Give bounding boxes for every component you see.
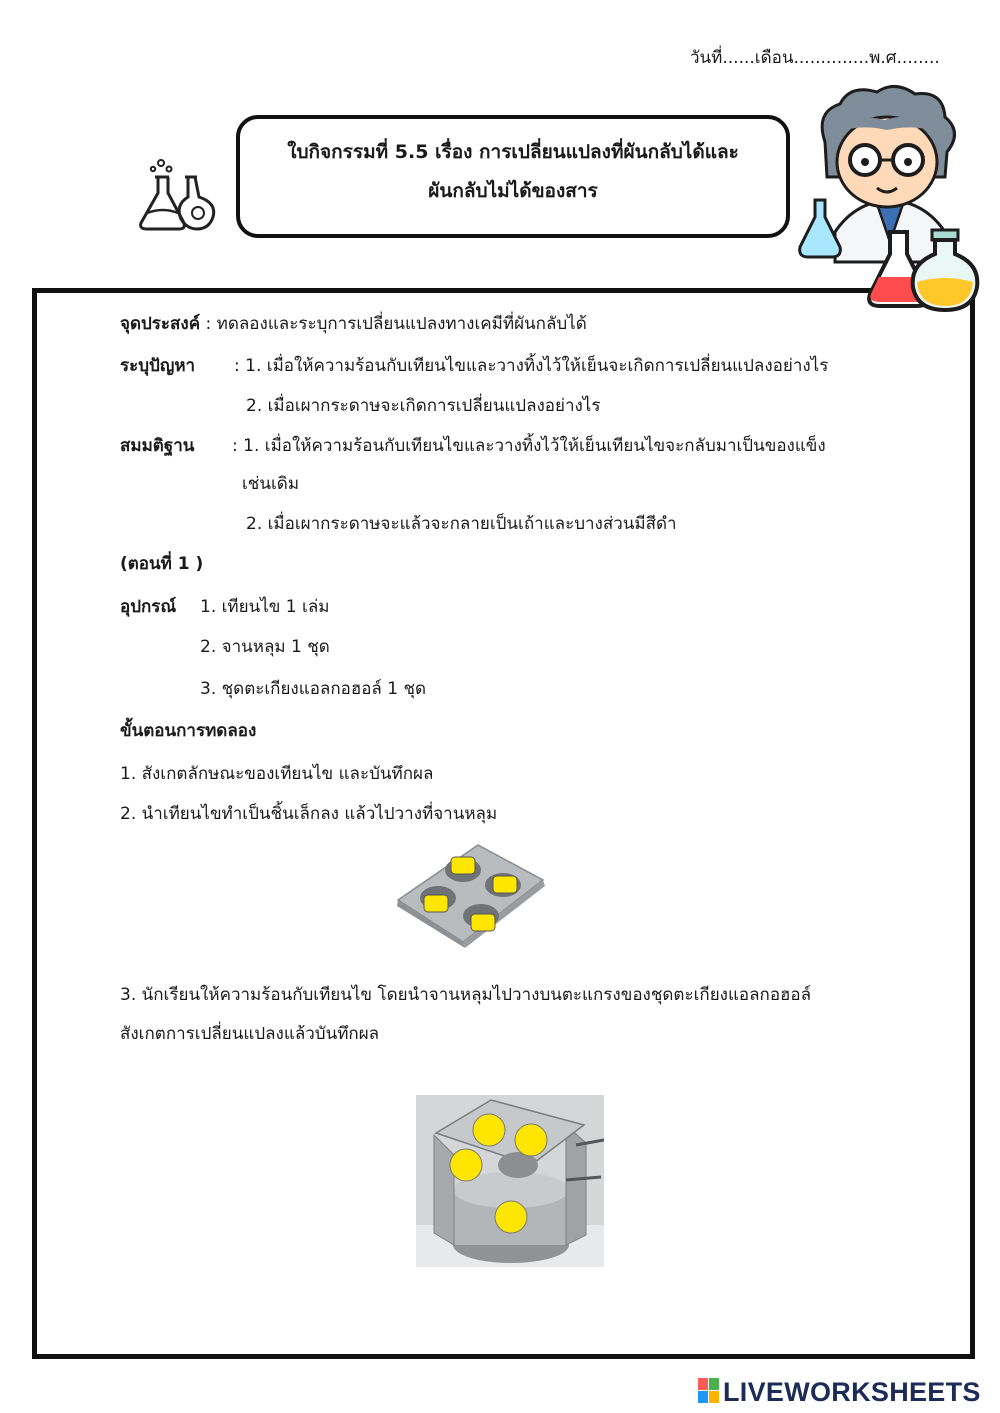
objective-label: จุดประสงค์	[120, 314, 201, 334]
worksheet-title-line1: ใบกิจกรรมที่ 5.5 เรื่อง การเปลี่ยนแปลงที่ผันกลับได้และ	[287, 141, 739, 163]
equipment-item: 3. ชุดตะเกียงแอลกอฮอล์ 1 ชุด	[200, 679, 427, 699]
objective-text: : ทดลองและระบุการเปลี่ยนแปลงทางเคมีที่ผันกลับได้	[205, 314, 587, 334]
chemistry-flasks-icon	[135, 155, 220, 235]
procedure-step-cont: สังเกตการเปลี่ยนแปลงแล้วบันทึกผล	[120, 1024, 380, 1044]
scientist-illustration	[795, 82, 985, 322]
brand-text: LIVEWORKSHEETS	[723, 1377, 981, 1407]
title-box	[236, 115, 790, 238]
dimple-dish-image	[393, 840, 548, 950]
worksheet-title-line2: ผันกลับไม่ได้ของสาร	[428, 180, 598, 202]
alcohol-burner-image	[416, 1095, 604, 1267]
problem-label: ระบุปัญหา	[120, 356, 196, 376]
objective-row	[120, 310, 587, 337]
procedure-step: 3. นักเรียนให้ความร้อนกับเทียนไข โดยนำจานหลุมไปวางบนตะแกรงของชุดตะเกียงแอลกอฮอล์	[120, 985, 812, 1005]
hypothesis-line2: 2. เมื่อเผากระดาษจะแล้วจะกลายเป็นเถ้าและบางส่วนมีสีดำ	[246, 514, 677, 534]
procedure-label: ขั้นตอนการทดลอง	[120, 721, 257, 741]
hypothesis-label: สมมติฐาน	[120, 436, 195, 456]
liveworksheets-logo[interactable]	[698, 1377, 981, 1408]
problem-line1: : 1. เมื่อให้ความร้อนกับเทียนไขและวางทิ้งไว้ให้เย็นจะเกิดการเปลี่ยนแปลงอย่างไร	[234, 356, 829, 376]
live-badge-icon	[698, 1378, 720, 1404]
part-label: (ตอนที่ 1 )	[120, 554, 204, 574]
equipment-item: 2. จานหลุม 1 ชุด	[200, 637, 330, 657]
date-line: วันที่......เดือน..............พ.ศ........	[690, 48, 940, 68]
equipment-item: 1. เทียนไข 1 เล่ม	[200, 597, 330, 617]
procedure-step: 1. สังเกตลักษณะของเทียนไข และบันทึกผล	[120, 764, 434, 784]
hypothesis-line1: : 1. เมื่อให้ความร้อนกับเทียนไขและวางทิ้งไว้ให้เย็นเทียนไขจะกลับมาเป็นของแข็ง	[232, 436, 826, 456]
equipment-label: อุปกรณ์	[120, 597, 177, 617]
problem-line2: 2. เมื่อเผากระดาษจะเกิดการเปลี่ยนแปลงอย่างไร	[246, 396, 601, 416]
hypothesis-line1-cont: เช่นเดิม	[242, 474, 300, 494]
procedure-step: 2. นำเทียนไขทำเป็นชิ้นเล็กลง แล้วไปวางที่จานหลุม	[120, 804, 498, 824]
